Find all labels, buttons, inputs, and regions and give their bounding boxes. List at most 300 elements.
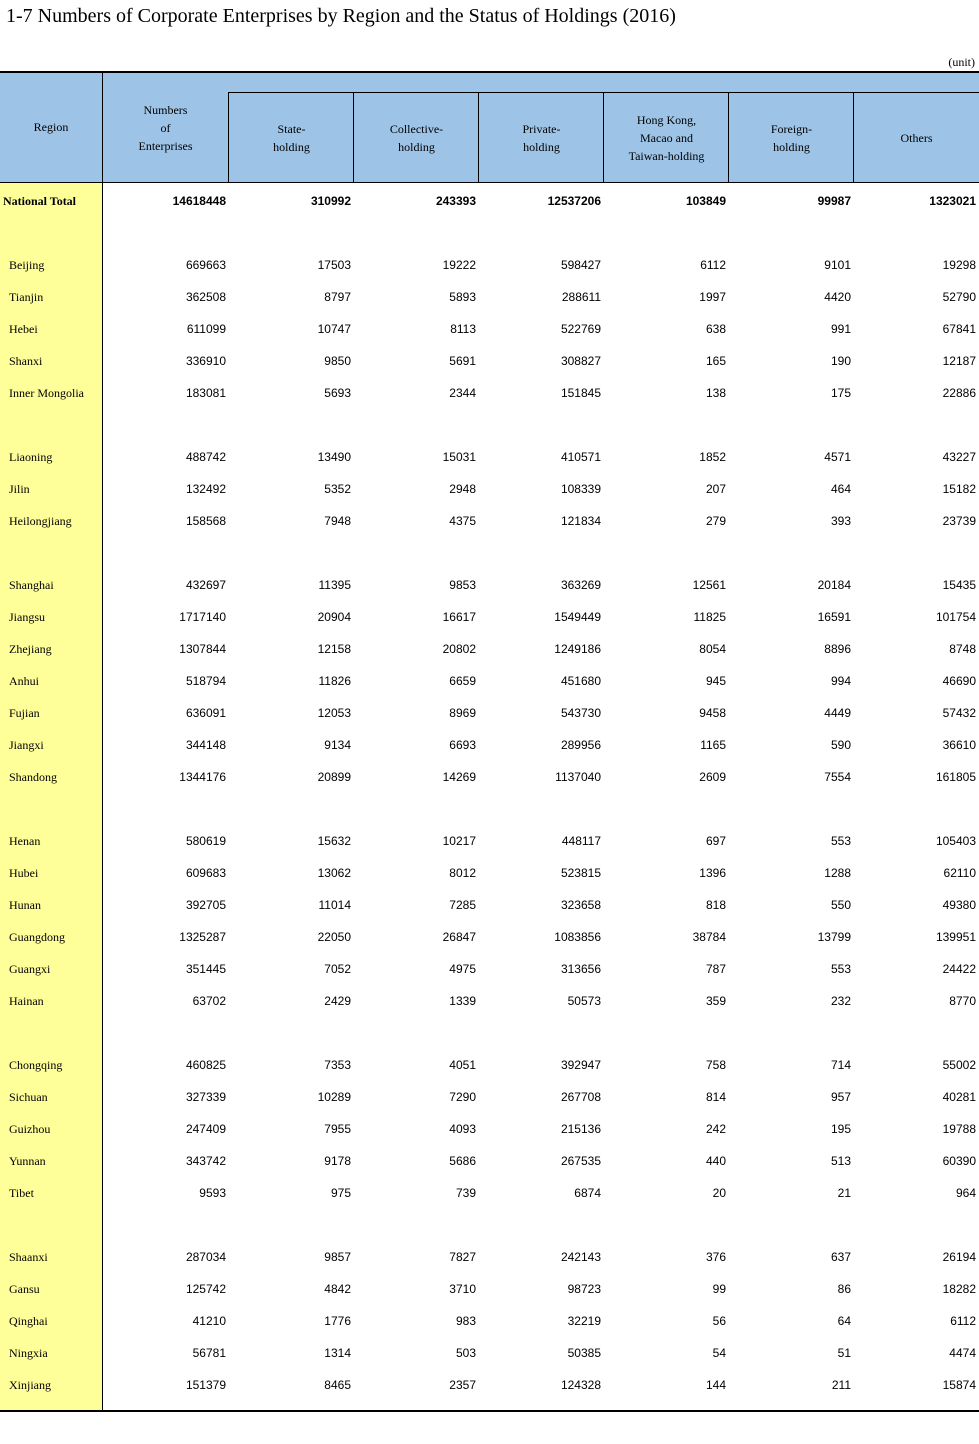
cell-collective: 8113 (450, 322, 476, 336)
cell-collective: 26847 (442, 930, 476, 944)
page-title: 1-7 Numbers of Corporate Enterprises by Region and the Status of Holdings (2016) (6, 5, 676, 27)
cell-others: 8748 (949, 642, 976, 656)
cell-hk-macao-taiwan: 56 (712, 1314, 726, 1328)
cell-total: 247409 (185, 1122, 226, 1136)
cell-foreign: 51 (837, 1346, 851, 1360)
cell-foreign: 553 (830, 962, 851, 976)
cell-others: 105403 (935, 834, 976, 848)
cell-total: 611099 (186, 322, 226, 336)
cell-state: 4842 (324, 1282, 351, 1296)
region-name: Yunnan (9, 1154, 46, 1168)
cell-hk-macao-taiwan: 945 (705, 674, 726, 688)
table-row (0, 888, 979, 920)
cell-total: 9593 (199, 1186, 226, 1200)
table-row (0, 952, 979, 984)
cell-total: 132492 (185, 482, 226, 496)
cell-foreign: 190 (830, 354, 851, 368)
table-row (0, 472, 979, 504)
region-name: Shaanxi (9, 1250, 48, 1264)
unit-label: (unit) (948, 55, 975, 69)
cell-foreign: 232 (830, 994, 851, 1008)
cell-hk-macao-taiwan: 165 (705, 354, 726, 368)
table-row (0, 344, 979, 376)
table-row (0, 376, 979, 408)
cell-private: 392947 (560, 1058, 601, 1072)
cell-total: 351445 (185, 962, 226, 976)
cell-hk-macao-taiwan: 103849 (685, 194, 726, 208)
cell-others: 36610 (942, 738, 976, 752)
table-row (0, 440, 979, 472)
cell-total: 1344176 (179, 770, 226, 784)
cell-total: 343742 (185, 1154, 226, 1168)
region-name: Anhui (9, 674, 39, 688)
cell-hk-macao-taiwan: 99 (712, 1282, 726, 1296)
cell-total: 41210 (192, 1314, 226, 1328)
region-name: Guizhou (9, 1122, 51, 1136)
cell-collective: 4093 (449, 1122, 476, 1136)
cell-total: 609683 (185, 866, 226, 880)
cell-collective: 6659 (449, 674, 476, 688)
region-name: Gansu (9, 1282, 40, 1296)
cell-total: 669663 (185, 258, 226, 272)
table-row (0, 856, 979, 888)
cell-private: 50573 (567, 994, 601, 1008)
cell-collective: 4051 (449, 1058, 476, 1072)
cell-hk-macao-taiwan: 818 (705, 898, 726, 912)
cell-state: 9857 (324, 1250, 351, 1264)
region-name: Guangxi (9, 962, 51, 976)
cell-foreign: 13799 (817, 930, 851, 944)
region-name: Zhejiang (9, 642, 52, 656)
cell-private: 1083856 (554, 930, 601, 944)
table-row (0, 1304, 979, 1336)
cell-hk-macao-taiwan: 9458 (699, 706, 726, 720)
cell-foreign: 991 (830, 322, 851, 336)
cell-others: 15435 (942, 578, 976, 592)
cell-hk-macao-taiwan: 20 (712, 1186, 726, 1200)
cell-total: 488742 (185, 450, 226, 464)
cell-collective: 3710 (449, 1282, 476, 1296)
table-row (0, 600, 979, 632)
header-region: Region (0, 73, 103, 183)
table-row (0, 1176, 979, 1208)
cell-state: 7948 (324, 514, 351, 528)
table-row (0, 1144, 979, 1176)
table-row (0, 1080, 979, 1112)
table-row (0, 568, 979, 600)
region-name: National Total (3, 194, 77, 208)
cell-state: 5693 (324, 386, 351, 400)
cell-others: 67841 (942, 322, 976, 336)
cell-hk-macao-taiwan: 440 (705, 1154, 726, 1168)
cell-private: 1249186 (554, 642, 601, 656)
cell-hk-macao-taiwan: 638 (705, 322, 726, 336)
cell-collective: 7827 (449, 1250, 476, 1264)
cell-foreign: 714 (830, 1058, 851, 1072)
cell-collective: 9853 (449, 578, 476, 592)
cell-foreign: 393 (830, 514, 851, 528)
cell-total: 580619 (185, 834, 226, 848)
cell-others: 55002 (942, 1058, 976, 1072)
cell-total: 125742 (185, 1282, 226, 1296)
cell-state: 13062 (317, 866, 351, 880)
region-name: Ningxia (9, 1346, 48, 1360)
cell-state: 11395 (318, 578, 351, 592)
region-name: Heilongjiang (9, 514, 72, 528)
region-name: Liaoning (9, 450, 53, 464)
cell-private: 363269 (560, 578, 601, 592)
cell-others: 18282 (942, 1282, 976, 1296)
region-name: Hubei (9, 866, 39, 880)
cell-others: 40281 (942, 1090, 976, 1104)
cell-hk-macao-taiwan: 697 (705, 834, 726, 848)
region-name: Shanxi (9, 354, 43, 368)
table-row (0, 984, 979, 1016)
region-name: Inner Mongolia (9, 386, 84, 400)
header-state-holding: State- holding (228, 92, 354, 183)
cell-foreign: 994 (830, 674, 851, 688)
cell-private: 323658 (560, 898, 601, 912)
header-collective-holding: Collective- holding (353, 92, 479, 183)
cell-foreign: 1288 (824, 866, 851, 880)
region-name: Sichuan (9, 1090, 48, 1104)
table-row (0, 760, 979, 792)
cell-total: 183081 (185, 386, 226, 400)
cell-private: 12537206 (547, 194, 601, 208)
cell-hk-macao-taiwan: 1852 (699, 450, 726, 464)
cell-collective: 5893 (449, 290, 476, 304)
region-name: Chongqing (9, 1058, 63, 1072)
cell-others: 26194 (942, 1250, 976, 1264)
cell-private: 50385 (567, 1346, 601, 1360)
cell-state: 1776 (324, 1314, 351, 1328)
cell-foreign: 637 (830, 1250, 851, 1264)
cell-collective: 5686 (449, 1154, 476, 1168)
cell-others: 1323021 (929, 194, 976, 208)
region-name: Jiangxi (9, 738, 44, 752)
cell-hk-macao-taiwan: 12561 (692, 578, 726, 592)
cell-collective: 15031 (442, 450, 476, 464)
cell-others: 49380 (942, 898, 976, 912)
cell-collective: 7285 (449, 898, 476, 912)
cell-hk-macao-taiwan: 38784 (692, 930, 726, 944)
cell-state: 9178 (324, 1154, 351, 1168)
cell-private: 1137040 (555, 770, 601, 784)
cell-state: 975 (330, 1186, 351, 1200)
cell-state: 8797 (324, 290, 351, 304)
table-row (0, 312, 979, 344)
cell-others: 6112 (950, 1314, 976, 1328)
cell-hk-macao-taiwan: 2609 (699, 770, 726, 784)
region-name: Qinghai (9, 1314, 48, 1328)
cell-collective: 243393 (435, 194, 476, 208)
cell-private: 288611 (561, 290, 601, 304)
cell-total: 1307844 (179, 642, 226, 656)
cell-foreign: 86 (837, 1282, 851, 1296)
table-row (0, 280, 979, 312)
cell-others: 62110 (943, 866, 976, 880)
cell-foreign: 590 (830, 738, 851, 752)
cell-collective: 16617 (442, 610, 476, 624)
cell-hk-macao-taiwan: 1396 (699, 866, 726, 880)
cell-others: 46690 (942, 674, 976, 688)
cell-total: 336910 (185, 354, 226, 368)
cell-state: 7052 (324, 962, 351, 976)
cell-private: 308827 (560, 354, 601, 368)
cell-state: 10747 (317, 322, 351, 336)
cell-state: 5352 (324, 482, 351, 496)
cell-collective: 10217 (442, 834, 476, 848)
cell-private: 451680 (560, 674, 601, 688)
cell-private: 121834 (560, 514, 601, 528)
cell-private: 543730 (560, 706, 601, 720)
cell-total: 432697 (185, 578, 226, 592)
header-others: Others (853, 92, 979, 183)
cell-state: 20904 (317, 610, 351, 624)
cell-private: 523815 (560, 866, 601, 880)
table-row (0, 1272, 979, 1304)
cell-foreign: 99987 (817, 194, 851, 208)
cell-state: 9134 (324, 738, 351, 752)
cell-foreign: 9101 (824, 258, 851, 272)
region-name: Hunan (9, 898, 41, 912)
region-name: Jiangsu (9, 610, 45, 624)
cell-foreign: 64 (837, 1314, 851, 1328)
region-name: Jilin (9, 482, 30, 496)
cell-collective: 4375 (449, 514, 476, 528)
cell-private: 32219 (567, 1314, 601, 1328)
cell-private: 448117 (561, 834, 601, 848)
cell-collective: 5691 (449, 354, 476, 368)
cell-hk-macao-taiwan: 787 (705, 962, 726, 976)
table-bottom-rule (0, 1410, 979, 1412)
cell-private: 267708 (560, 1090, 601, 1104)
cell-private: 242143 (560, 1250, 601, 1264)
cell-foreign: 4571 (824, 450, 851, 464)
region-name: Xinjiang (9, 1378, 51, 1392)
cell-others: 24422 (942, 962, 976, 976)
table-row (0, 920, 979, 952)
cell-total: 151379 (185, 1378, 226, 1392)
table-row (0, 1112, 979, 1144)
cell-total: 327339 (185, 1090, 226, 1104)
cell-collective: 983 (455, 1314, 476, 1328)
cell-hk-macao-taiwan: 376 (705, 1250, 726, 1264)
cell-state: 11826 (318, 674, 351, 688)
cell-others: 964 (955, 1186, 976, 1200)
table-row (0, 664, 979, 696)
cell-others: 19788 (942, 1122, 976, 1136)
cell-collective: 4975 (449, 962, 476, 976)
cell-foreign: 21 (837, 1186, 851, 1200)
region-name: Fujian (9, 706, 40, 720)
cell-private: 522769 (560, 322, 601, 336)
region-name: Hebei (9, 322, 38, 336)
cell-total: 636091 (185, 706, 226, 720)
cell-state: 8465 (324, 1378, 351, 1392)
total-row (0, 184, 979, 216)
cell-hk-macao-taiwan: 138 (705, 386, 726, 400)
table-row (0, 728, 979, 760)
cell-total: 362508 (185, 290, 226, 304)
cell-total: 518794 (185, 674, 226, 688)
cell-state: 15632 (317, 834, 351, 848)
region-name: Henan (9, 834, 41, 848)
cell-others: 15182 (942, 482, 976, 496)
cell-foreign: 211 (831, 1378, 851, 1392)
cell-foreign: 175 (830, 386, 851, 400)
cell-private: 267535 (560, 1154, 601, 1168)
cell-hk-macao-taiwan: 6112 (700, 258, 726, 272)
cell-others: 22886 (942, 386, 976, 400)
header-private-holding: Private- holding (478, 92, 604, 183)
table-row (0, 696, 979, 728)
header-group-band (228, 73, 979, 92)
cell-others: 23739 (942, 514, 976, 528)
cell-total: 392705 (185, 898, 226, 912)
cell-others: 101754 (935, 610, 976, 624)
cell-hk-macao-taiwan: 54 (712, 1346, 726, 1360)
cell-private: 108339 (560, 482, 601, 496)
table-row (0, 1240, 979, 1272)
cell-hk-macao-taiwan: 1997 (699, 290, 726, 304)
cell-state: 17503 (317, 258, 351, 272)
region-name: Guangdong (9, 930, 65, 944)
cell-foreign: 7554 (824, 770, 851, 784)
cell-private: 313656 (560, 962, 601, 976)
cell-private: 98723 (567, 1282, 601, 1296)
cell-collective: 7290 (449, 1090, 476, 1104)
cell-foreign: 8896 (824, 642, 851, 656)
cell-state: 11014 (318, 898, 351, 912)
cell-hk-macao-taiwan: 8054 (699, 642, 726, 656)
cell-collective: 503 (455, 1346, 476, 1360)
table-row (0, 1048, 979, 1080)
region-name: Tibet (9, 1186, 34, 1200)
cell-others: 60390 (942, 1154, 976, 1168)
cell-others: 161805 (935, 770, 976, 784)
cell-state: 7955 (324, 1122, 351, 1136)
cell-collective: 19222 (442, 258, 476, 272)
cell-foreign: 553 (830, 834, 851, 848)
cell-state: 7353 (324, 1058, 351, 1072)
cell-others: 57432 (942, 706, 976, 720)
cell-others: 43227 (942, 450, 976, 464)
cell-private: 124328 (560, 1378, 601, 1392)
header-foreign-holding: Foreign- holding (728, 92, 854, 183)
table-row (0, 504, 979, 536)
cell-private: 1549449 (554, 610, 601, 624)
cell-state: 22050 (317, 930, 351, 944)
cell-collective: 739 (455, 1186, 476, 1200)
cell-state: 12053 (317, 706, 351, 720)
table-row (0, 824, 979, 856)
cell-state: 9850 (324, 354, 351, 368)
cell-foreign: 4449 (824, 706, 851, 720)
cell-foreign: 464 (830, 482, 851, 496)
table-row (0, 632, 979, 664)
region-name: Shandong (9, 770, 57, 784)
region-name: Hainan (9, 994, 44, 1008)
cell-state: 10289 (317, 1090, 351, 1104)
cell-total: 63702 (192, 994, 226, 1008)
cell-collective: 20802 (442, 642, 476, 656)
cell-private: 215136 (560, 1122, 601, 1136)
table-row (0, 248, 979, 280)
cell-state: 13490 (317, 450, 351, 464)
cell-foreign: 550 (830, 898, 851, 912)
cell-collective: 6693 (449, 738, 476, 752)
cell-foreign: 4420 (824, 290, 851, 304)
cell-total: 460825 (185, 1058, 226, 1072)
cell-hk-macao-taiwan: 359 (705, 994, 726, 1008)
cell-hk-macao-taiwan: 144 (705, 1378, 726, 1392)
cell-total: 344148 (185, 738, 226, 752)
cell-hk-macao-taiwan: 1165 (700, 738, 726, 752)
cell-others: 8770 (949, 994, 976, 1008)
cell-total: 287034 (185, 1250, 226, 1264)
cell-foreign: 195 (830, 1122, 851, 1136)
cell-total: 14618448 (172, 194, 226, 208)
cell-collective: 8012 (449, 866, 476, 880)
header-total-enterprises: Numbers of Enterprises (103, 73, 228, 183)
cell-private: 6874 (574, 1186, 601, 1200)
cell-total: 56781 (192, 1346, 226, 1360)
cell-foreign: 513 (830, 1154, 851, 1168)
cell-total: 158568 (185, 514, 226, 528)
cell-private: 410571 (560, 450, 601, 464)
region-name: Tianjin (9, 290, 44, 304)
cell-hk-macao-taiwan: 279 (705, 514, 726, 528)
cell-state: 310992 (310, 194, 351, 208)
cell-hk-macao-taiwan: 814 (705, 1090, 726, 1104)
cell-others: 139951 (935, 930, 976, 944)
cell-others: 15874 (942, 1378, 976, 1392)
cell-collective: 1339 (449, 994, 476, 1008)
cell-others: 52790 (942, 290, 976, 304)
cell-foreign: 20184 (817, 578, 851, 592)
cell-collective: 2357 (449, 1378, 476, 1392)
cell-collective: 2948 (449, 482, 476, 496)
cell-private: 151845 (560, 386, 601, 400)
cell-private: 289956 (560, 738, 601, 752)
cell-state: 20899 (317, 770, 351, 784)
cell-total: 1717140 (179, 610, 226, 624)
cell-foreign: 16591 (817, 610, 851, 624)
cell-hk-macao-taiwan: 11825 (693, 610, 726, 624)
cell-private: 598427 (560, 258, 601, 272)
header-hk-macao-taiwan-holding: Hong Kong, Macao and Taiwan-holding (603, 92, 729, 183)
cell-hk-macao-taiwan: 207 (705, 482, 726, 496)
cell-collective: 8969 (449, 706, 476, 720)
cell-state: 1314 (324, 1346, 351, 1360)
cell-hk-macao-taiwan: 758 (705, 1058, 726, 1072)
cell-collective: 2344 (449, 386, 476, 400)
table-row (0, 1336, 979, 1368)
region-name: Shanghai (9, 578, 54, 592)
cell-collective: 14269 (442, 770, 476, 784)
cell-others: 4474 (949, 1346, 976, 1360)
cell-state: 12158 (317, 642, 351, 656)
cell-others: 19298 (942, 258, 976, 272)
cell-total: 1325287 (179, 930, 226, 944)
cell-state: 2429 (324, 994, 351, 1008)
table-row (0, 1368, 979, 1400)
region-name: Beijing (9, 258, 45, 272)
cell-hk-macao-taiwan: 242 (705, 1122, 726, 1136)
cell-others: 12187 (942, 354, 976, 368)
cell-foreign: 957 (830, 1090, 851, 1104)
